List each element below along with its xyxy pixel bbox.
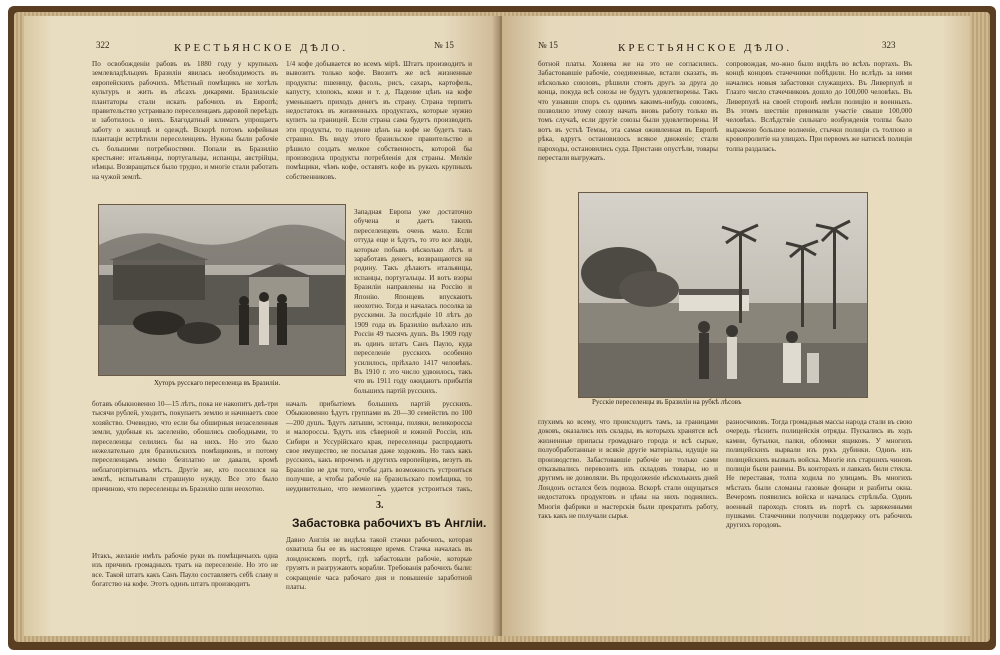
left-col2-top-text: 1/4 кофе добывается во всемъ мірѣ. Штатъ производитъ и вывозитъ только кофе. Ввозитъ же всѣ жизненные продукты: пшеницу, фасоль, рисъ, сахаръ, картофель, капусту, хлопокъ, кожи и т. д. Падение цѣнъ на кофе уменьшаетъ приходъ денегъ въ страну. Страна терпитъ недостатокъ въ жизненныхъ продуктахъ, которые нужно купить за границей. Если страна сама будетъ производить эти продукты, то падение цѣнъ на кофе не будетъ такъ страшно. Въ виду этого бразильское правительство и рѣшило создать мелкое собственность, которой бы производила продукты потребленія для страны. Мелкіе помѣщики, чѣмъ кофе, оставятъ кофе въ рукахъ крупныхъ собственниковъ. xyxy=(286,60,472,181)
left-photo-russian-farm xyxy=(98,204,346,376)
left-col2-mid-text: Западная Европа уже достаточно обучена и даетъ такихъ переселенцевъ очень мало. Если оттуда еще и ѣдутъ, то это все люди, которые побывъ нѣсколько лѣтъ и заработавъ денегъ, возвращаются на родину. Такъ дѣлаютъ итальянцы, испанцы, португальцы. И вотъ взоры Бразиліи направлены на Россію и Японію. Японцевъ впускаютъ неохотно. Тогда и началась посолка за русскими. За послѣдніе 10 лѣтъ до 1909 года въ Бразилію выѣхало изъ Россіи 49 тысячъ душъ. Въ 1909 году въ одинъ штатъ Санъ Пауло, куда переселеніе русскихъ особенно усилилось, пріѣхало 1417 человѣкъ. Въ 1910 г. это число удвоилось, такъ что въ 1911 году ожидаютъ прибытія большихъ партій русскихъ. xyxy=(354,208,472,394)
right-photo-russian-settlers xyxy=(578,192,868,398)
right-col2-bottom-text: разносчиковъ. Тогда громадныя массы народа стали въ свою очередь тѣснить полицейскія отряды. Пускались въ ходъ камни, бутылки, палки, обломки ящиковъ. У многихъ полицейскихъ вырвали изъ рукъ дубинки. Одинъ изъ полицейскихъ вызвалъ войска. Многіе изъ старшихъ чиновъ полиціи были ранены. Въ конторахъ и лавкахъ били стекла. Не переставая, толпа ходила по улицамъ. Въ многихъ мѣстахъ были сломаны газовые фонари и разбиты окна. Вечеромъ появились войска и началась стрѣльба. Одинъ военный пароходъ стоялъ въ портѣ съ заряженными пушками. Стачечники получили поддержку отъ рабочихъ другихъ городовъ. xyxy=(726,418,912,530)
left-running-title: КРЕСТЬЯНСКОЕ ДѢЛО. xyxy=(174,42,349,54)
left-page xyxy=(24,16,500,636)
left-photo-caption: Хуторъ русскаго переселенца въ Бразиліи. xyxy=(154,379,281,387)
right-page-number: 323 xyxy=(882,40,896,50)
left-col1-bottom-text-2: Итакъ, желаніе имѣть рабочіе руки въ помѣщичьихъ одна изъ причинъ громадныхъ тратъ на переселеніе. Но это не все. Такой штатъ какъ Санъ Пауло составляетъ себѣ славу и богатство на кофе. Этотъ одинъ штатъ производитъ xyxy=(92,552,278,589)
right-col1-bottom-text: глухимъ ко всему, что происходитъ тамъ, за границами доковъ, оказались ихъ склады, въ которыхъ хранятся всѣ жизненные припасы громаднаго города и всѣ сырые, полуобработанные и всякіе другіе матеріалы, идущіе на производство. Забастовавшіе рабочіе не только сами отказывались перевозить изъ складовъ товары, но и другимъ не дозволяли. Въ продолженіе нѣсколькихъ дней Лондонъ остался безъ подвоза. Вскорѣ стали ощущаться недостатокъ продуктовъ и цѣны на нихъ поднялись. Многія фабрики и мастерскія были прекратить работу, такъ какъ не получали сырья. xyxy=(538,418,718,521)
left-col1-bottom-text: ботавъ обыкновенно 10—15 лѣтъ, пока не накопитъ двѣ-три тысячи рублей, уходитъ, покупаетъ землю и начинаетъ свое хозяйство. Очевидно, что если бы обширныя незаселенныя земли, удобныя къ заселенію, обошлись свободными, то переселенцы селились бы на нихъ. Но это было нежелательно для бразильскихъ помѣщиковъ, и потому переселенцамъ землю безплатно не давали, кромѣ неблагопріятныхъ мѣстъ. Другіе же, кто поселился на землѣ, испытывали страшную нужду. Все это было причиною, что переселенцы въ Бразилію шли неохотно. xyxy=(92,400,278,493)
right-page xyxy=(502,16,970,636)
section-heading-strike-england: Забастовка рабочихъ въ Англіи. xyxy=(292,516,487,530)
right-photo-caption: Русскіе переселенцы въ Бразиліи на рубкѣ лѣсовъ xyxy=(592,398,742,406)
section-number: 3. xyxy=(376,500,384,511)
left-page-number: 322 xyxy=(96,40,110,50)
left-col2-bottom-text: началъ прибытіемъ большихъ партій русскихъ. Обыкновенно ѣдутъ группами въ 20—30 семействъ по 100—200 душъ. Ѣдутъ латыши, эстонцы, поляки, великороссы и малороссы. Ѣдутъ изъ сѣверной и южной Россіи, изъ Сибири и Уссурійскаго края, переселенцы распродаютъ свое имущество, не посылая даже ходоковъ. Но такъ какъ русскихъ, какъ впрочемъ и другихъ европейцевъ, везутъ въ Бразилію не для того, чтобы дать возможность устроиться получше, а чтобы рабочіе на бразильскаго помѣщика, то неудивительно, что немногимъ удается устроиться такъ, xyxy=(286,400,472,493)
left-col1-top-text: По освобожденіи рабовъ въ 1880 году у крупныхъ землевладѣльцевъ Бразиліи явилась необходимость въ европейскихъ рабочихъ. Мѣстный помѣщикъ не хотѣлъ культуръ и жить въ лѣсахъ дикарями. Бразильскіе плантаторы стали искать рабочихъ въ Европѣ; правительство устраивало переселенцамъ даровой переѣздъ и заботилось о нихъ. Благодатный климатъ упрощаетъ заботу о жилищѣ и одеждѣ. Вскорѣ потомъ кофейныя плантаціи встрѣтили переселенцевъ. Нужны были рабочіе съ большими потребностями. Попали въ Бразилію крестьяне: итальянцы, португальцы, испанцы, австрійцы, нѣмцы. Возвращаться было трудно, и многіе стали работать на чужой землѣ. xyxy=(92,60,278,181)
left-issue-number: № 15 xyxy=(434,40,454,50)
right-issue-number: № 15 xyxy=(538,40,558,50)
right-running-title: КРЕСТЬЯНСКОЕ ДѢЛО. xyxy=(618,42,793,54)
left-col2-section-text: Давно Англія не видѣла такой стачки рабочихъ, которая охватила бы ее въ настоящее время. Стачка началась въ лондонскомъ портѣ, гдѣ забастовали рабочіе, которые грузятъ и разгружаютъ корабли. Требованія рабочихъ были: сокращеніе часа рабочаго дня и повышеніе заработной платы. xyxy=(286,536,472,592)
right-col2-top-text: сопровождая, мо-жно было видѣть во всѣхъ портахъ. Въ концѣ концовъ стачечники побѣдили. Но вслѣдъ за ними начались новыя забастовки служащихъ. Въ Ливерпулѣ и Глазго число стачечниковъ дошло до 100,000 человѣкъ. Въ Ливерпулѣ на своей сторонѣ имѣли полицію и военныхъ. Въ этомъ шествіи принимали участіе свыше 100,000 человѣкъ. Вслѣдствіе сильнаго возбужденія толпы было выражено большое волненіе, стычки полиціи съ толпою и кровопролитіе на улицахъ. При первомъ же натискѣ полиціи толпа раздалась. xyxy=(726,60,912,153)
right-col1-top-text: ботной платы. Хозяева же на это не согласились. Забастовавшіе рабочіе, соединенные, встали сказать, въ нѣсколько союзовъ, рѣшили стоять другъ за друга до конца, покуда всѣ союзы не будутъ удовлетворены. Такъ что узнавши споръ съ однимъ какимъ-нибудь союзомъ, позволило этому союзу начать вновь работу только въ томъ случаѣ, если другіе союзы были удовлетворены. И вотъ въ устьѣ Темзы, эта самая оживленная въ Европѣ рѣка, вдругъ остановилось всякое движеніе; стали пароходы, остановились суда. Пристани опустѣли, товары перестали выгружать. xyxy=(538,60,718,163)
